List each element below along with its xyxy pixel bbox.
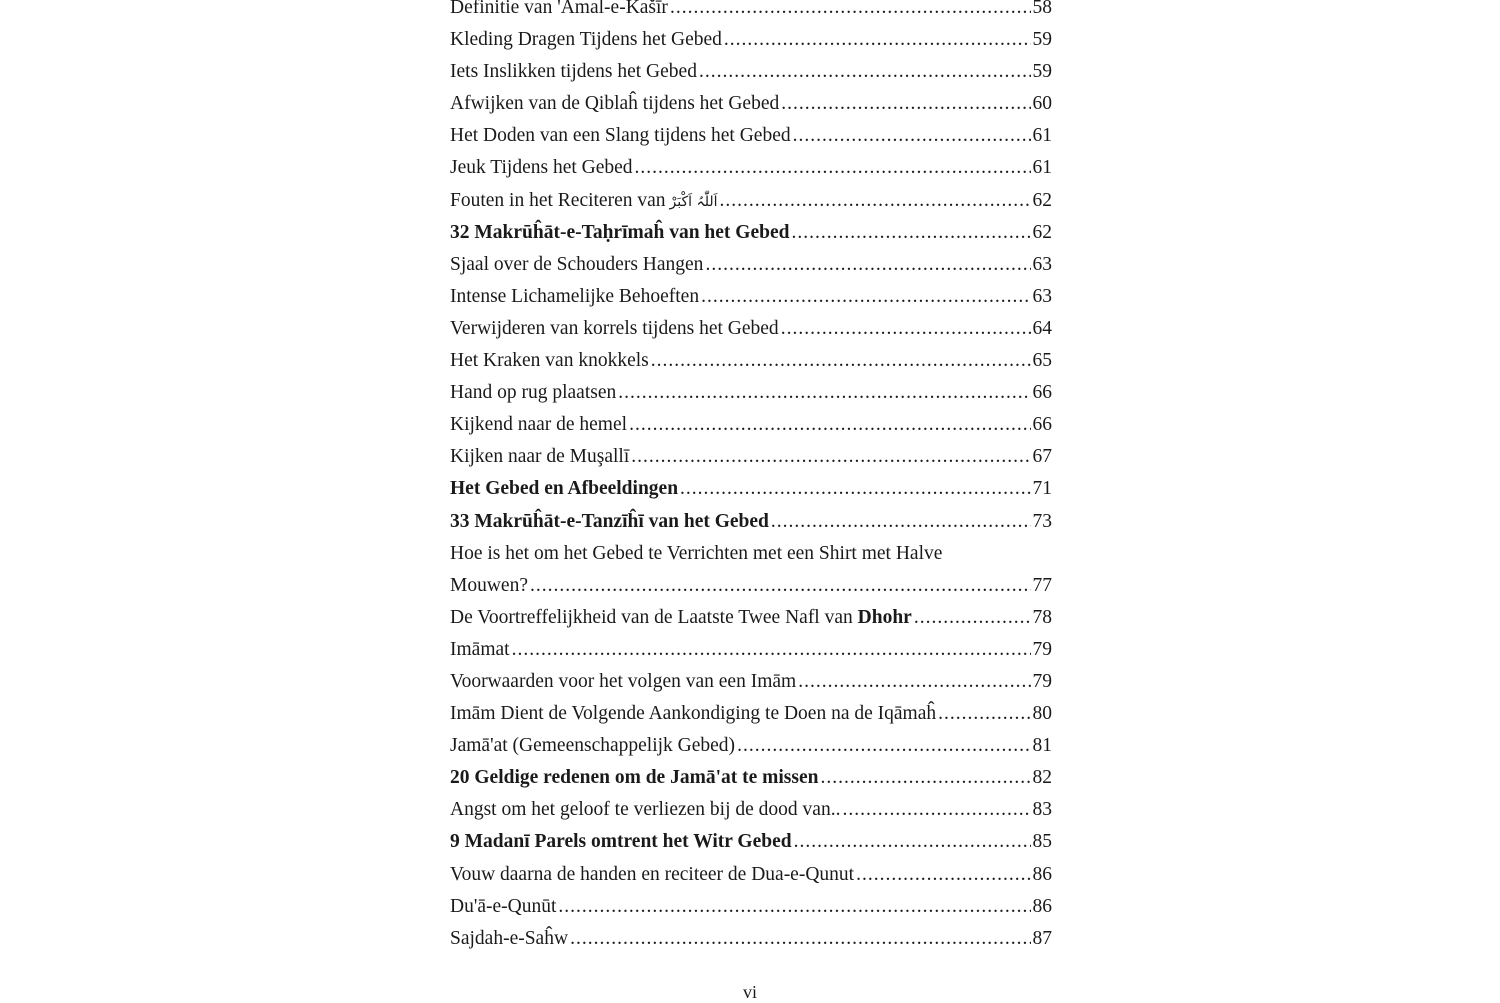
toc-entry-title: 20 Geldige redenen om de Jamā'at te missen	[450, 767, 819, 789]
toc-entry-page: 67	[1032, 446, 1052, 468]
toc-entry	[450, 634, 1052, 666]
toc-entry-title: Kijkend naar de hemel	[450, 414, 628, 436]
toc-entry	[450, 56, 1052, 88]
dot-leader	[570, 923, 1030, 955]
toc-entry	[450, 88, 1052, 120]
toc-section-heading	[450, 473, 1052, 505]
toc-entry	[450, 891, 1052, 923]
toc-entry-title: Verwijderen van korrels tijdens het Gebed	[450, 317, 779, 339]
toc-entry-title: Vouw daarna de handen en reciteer de Dua-e-Qunut	[450, 863, 855, 885]
toc-entry-page: 59	[1032, 29, 1052, 51]
toc-entry-title: Imāmat	[450, 638, 510, 660]
dot-leader	[794, 826, 1031, 858]
dot-leader	[781, 313, 1031, 345]
toc-entry-page: 58	[1032, 0, 1052, 18]
toc-entry-title: 32 Makrūĥāt-e-Taḥrīmaĥ van het Gebed	[450, 221, 790, 243]
dot-leader	[705, 249, 1030, 281]
toc-entry-title: Hoe is het om het Gebed te Verrichten met een Shirt met Halve	[450, 542, 943, 564]
toc-entry-title: Intense Lichamelijke Behoeften	[450, 285, 700, 307]
toc-section-heading	[450, 762, 1052, 794]
toc-entry	[450, 923, 1052, 955]
toc-entry	[450, 0, 1052, 24]
dot-leader	[771, 506, 1031, 538]
toc-entry-title: Het Doden van een Slang tijdens het Gebed	[450, 125, 791, 147]
toc-entry-title: Kleding Dragen Tijdens het Gebed	[450, 29, 722, 51]
toc-entry-page: 62	[1032, 221, 1052, 243]
dot-leader	[724, 24, 1031, 56]
toc-entry	[450, 249, 1052, 281]
dot-leader	[699, 56, 1031, 88]
arabic-text: اَللّٰہُ اَکْبَرْ	[669, 193, 718, 210]
toc-entry-page: 85	[1032, 831, 1052, 853]
toc-entry-page: 79	[1032, 638, 1052, 660]
toc-entry-page: 66	[1032, 414, 1052, 436]
toc-entry	[450, 698, 1052, 730]
toc-entry-title-emphasis: Dhohr	[857, 606, 912, 628]
toc-entry	[450, 859, 1052, 891]
toc-section-heading	[450, 217, 1052, 249]
dot-leader	[530, 570, 1031, 602]
dot-leader	[856, 859, 1030, 891]
toc-entry-title: Du'ā-e-Qunūt	[450, 895, 557, 917]
dot-leader	[629, 409, 1030, 441]
toc-entry	[450, 24, 1052, 56]
toc-entry-page: 83	[1032, 799, 1052, 821]
dot-leader	[793, 120, 1031, 152]
toc-entry	[450, 345, 1052, 377]
toc-entry-page: 86	[1032, 895, 1052, 917]
dot-leader	[618, 377, 1030, 409]
toc-entry-title: Hand op rug plaatsen	[450, 382, 617, 404]
toc-entry-title: 33 Makrūĥāt-e-Tanzīĥī van het Gebed	[450, 510, 769, 532]
toc-entry	[450, 409, 1052, 441]
dot-leader	[737, 730, 1030, 762]
dot-leader	[842, 794, 1030, 826]
toc-entry-page: 78	[1032, 606, 1052, 628]
toc-entry-title: Jeuk Tijdens het Gebed	[450, 157, 633, 179]
toc-entry-title-continued: Mouwen?	[450, 574, 528, 596]
toc-entry-page: 64	[1032, 317, 1052, 339]
toc-entry	[450, 441, 1052, 473]
page-number-folio: vi	[742, 982, 757, 1002]
toc-entry-title: Afwijken van de Qiblaĥ tijdens het Gebed	[450, 93, 780, 115]
toc-entry-title: Het Gebed en Afbeeldingen	[450, 478, 679, 500]
toc-entry-title: Kijken naar de Muşallī	[450, 446, 630, 468]
dot-leader	[558, 891, 1030, 923]
toc-entry	[450, 538, 1052, 602]
toc-entry	[450, 794, 1052, 826]
toc-entry-page: 61	[1032, 125, 1052, 147]
toc-entry-title: 9 Madanī Parels omtrent het Witr Gebed	[450, 831, 792, 853]
toc-section-heading	[450, 506, 1052, 538]
toc-entry-page: 81	[1032, 735, 1052, 757]
toc-entry-title-text: Fouten in het Reciteren van	[450, 189, 666, 211]
dot-leader	[631, 441, 1030, 473]
toc-entry-page: 80	[1032, 703, 1052, 725]
dot-leader	[635, 152, 1031, 184]
toc-section-heading	[450, 826, 1052, 858]
toc-entry-title: Imām Dient de Volgende Aankondiging te Doen na de Iqāmaĥ	[450, 703, 937, 725]
toc-entry-page: 61	[1032, 157, 1052, 179]
dot-leader	[651, 345, 1031, 377]
toc-entry-page: 63	[1032, 285, 1052, 307]
toc-entry	[450, 152, 1052, 184]
toc-entry-page: 63	[1032, 253, 1052, 275]
toc-entry-title: Het Kraken van knokkels	[450, 350, 649, 372]
toc-entry	[450, 602, 1052, 634]
dot-leader	[512, 634, 1031, 666]
toc-entry-title: Angst om het geloof te verliezen bij de dood van..	[450, 799, 841, 821]
toc-entry	[450, 730, 1052, 762]
toc-entry-title	[450, 185, 717, 217]
dot-leader	[670, 0, 1031, 24]
toc-entry-page: 71	[1032, 478, 1052, 500]
dot-leader	[701, 281, 1030, 313]
toc-entry-page: 62	[1032, 189, 1052, 211]
table-of-contents	[450, 0, 1052, 955]
toc-entry-page: 59	[1032, 61, 1052, 83]
dot-leader	[938, 698, 1030, 730]
toc-entry-title: Sajdah-e-Saĥw	[450, 927, 569, 949]
toc-entry-title: Definitie van 'Amal-e-Kašīr	[450, 0, 668, 18]
dot-leader	[781, 88, 1030, 120]
toc-entry-line	[450, 570, 1052, 602]
toc-entry-page: 87	[1032, 927, 1052, 949]
toc-entry	[450, 281, 1052, 313]
toc-entry-title	[450, 602, 912, 634]
toc-entry-page: 82	[1032, 767, 1052, 789]
toc-entry	[450, 377, 1052, 409]
dot-leader	[914, 602, 1031, 634]
toc-entry-page: 66	[1032, 382, 1052, 404]
toc-entry-title-text: De Voortreffelijkheid van de Laatste Twee Nafl van	[450, 606, 853, 628]
toc-entry-page: 79	[1032, 670, 1052, 692]
toc-entry-title: Sjaal over de Schouders Hangen	[450, 253, 704, 275]
toc-entry-page: 65	[1032, 350, 1052, 372]
dot-leader	[798, 666, 1030, 698]
toc-entry-title: Jamā'at (Gemeenschappelijk Gebed)	[450, 735, 736, 757]
dot-leader	[791, 217, 1030, 249]
dot-leader	[719, 185, 1030, 217]
toc-entry-page: 77	[1032, 574, 1052, 596]
toc-entry	[450, 313, 1052, 345]
toc-entry	[450, 666, 1052, 698]
toc-entry-page: 60	[1032, 93, 1052, 115]
dot-leader	[680, 473, 1030, 505]
toc-entry-page: 73	[1032, 510, 1052, 532]
dot-leader	[820, 762, 1030, 794]
toc-entry-title: Voorwaarden voor het volgen van een Imām	[450, 670, 797, 692]
toc-entry	[450, 185, 1052, 217]
toc-entry-line	[450, 538, 1052, 570]
toc-entry-page: 86	[1032, 863, 1052, 885]
toc-entry-title: Iets Inslikken tijdens het Gebed	[450, 61, 697, 83]
toc-entry	[450, 120, 1052, 152]
